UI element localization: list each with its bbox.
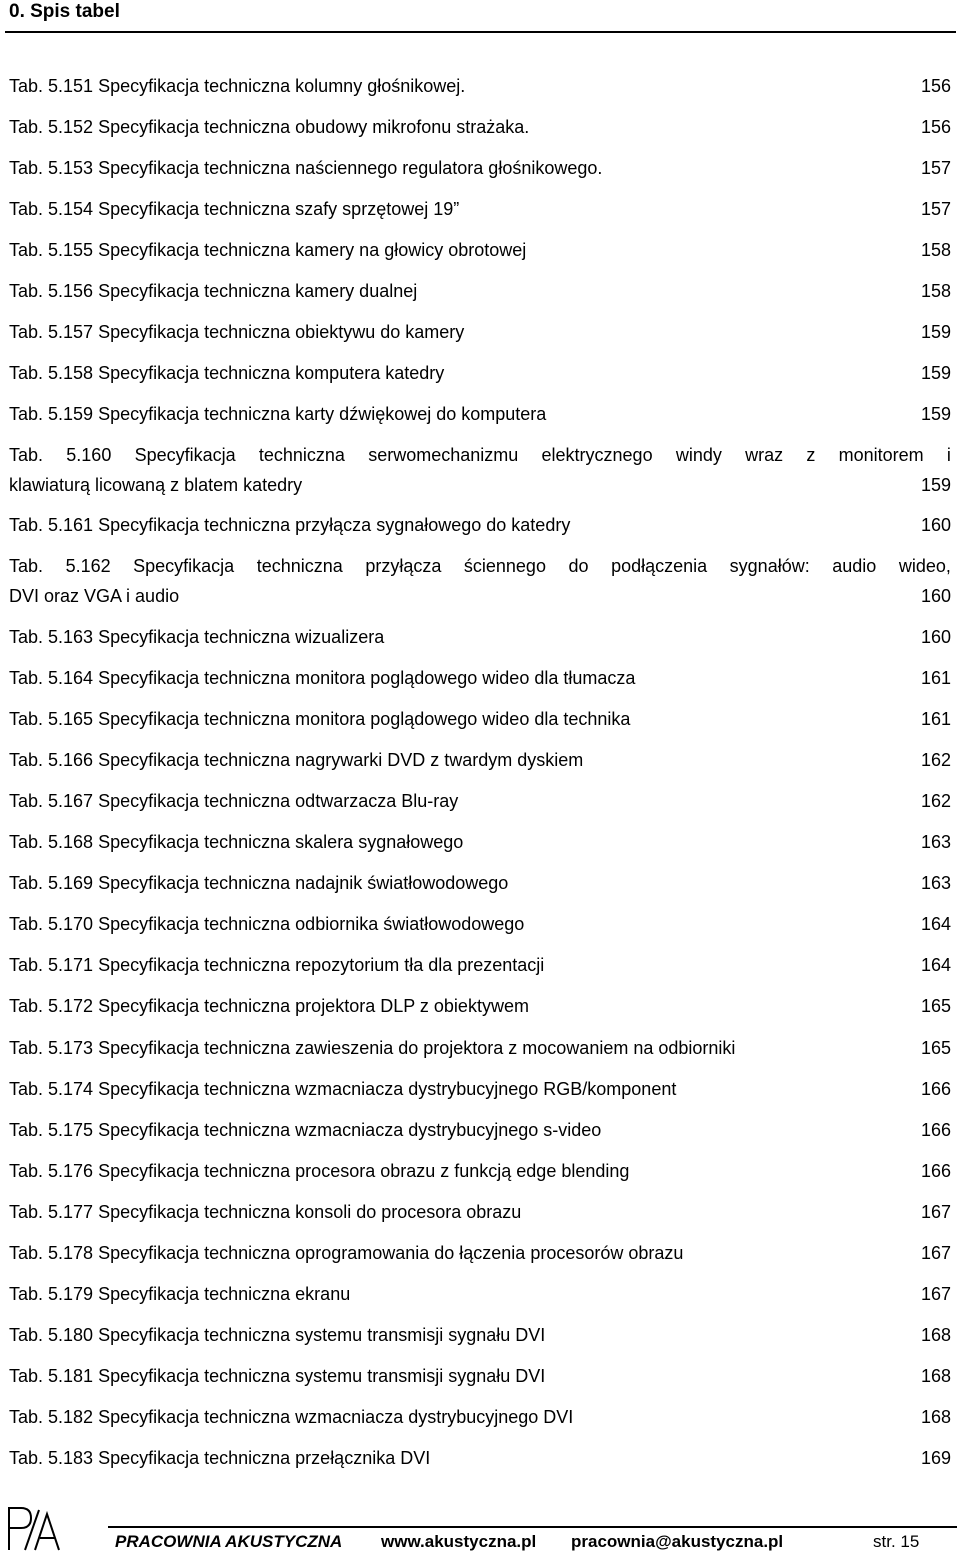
toc-entry-row: [9, 1115, 951, 1145]
toc-entry-title: Tab. 5.164 Specyfikacja techniczna monitora poglądowego wideo dla tłumacza: [9, 668, 636, 688]
toc-entry-title: Tab. 5.154 Specyfikacja techniczna szafy sprzętowej 19”: [9, 199, 465, 219]
toc-entry-title: Tab. 5.165 Specyfikacja techniczna monitora poglądowego wideo dla technika: [9, 709, 631, 729]
toc-entry-row: [9, 358, 951, 388]
toc-entry-word: i: [946, 445, 951, 465]
toc-entry-row: [9, 317, 951, 347]
toc-entry-title: Tab. 5.177 Specyfikacja techniczna konsoli do procesora obrazu: [9, 1202, 527, 1222]
toc-entry-title: Tab. 5.156 Specyfikacja techniczna kamery dualnej: [9, 281, 423, 301]
toc-page-number: 163: [920, 873, 951, 893]
toc-entry[interactable]: [9, 194, 951, 224]
toc-entry[interactable]: [9, 663, 951, 693]
footer-organization: PRACOWNIA AKUSTYCZNA: [115, 1532, 343, 1551]
toc-entry[interactable]: [9, 358, 951, 388]
toc-page-number: 157: [920, 158, 951, 178]
toc-entry-first-line: [9, 440, 951, 470]
toc-entry[interactable]: [9, 868, 951, 898]
toc-page-number: 160: [920, 586, 951, 606]
toc-entry-word: audio: [832, 556, 877, 576]
toc-entry[interactable]: [9, 786, 951, 816]
toc-entry-row: [9, 704, 951, 734]
toc-page-number: 158: [920, 240, 951, 260]
toc-page-number: 159: [920, 363, 951, 383]
toc-entry-row: [9, 950, 951, 980]
toc-entry[interactable]: [9, 950, 951, 980]
toc-entry-title: Tab. 5.151 Specyfikacja techniczna kolumny głośnikowej.: [9, 76, 471, 96]
toc-entry-title: Tab. 5.163 Specyfikacja techniczna wizualizera: [9, 627, 385, 647]
logo-icon: [5, 1500, 65, 1552]
toc-page-number: 167: [920, 1243, 951, 1263]
toc-entry-row: [9, 112, 951, 142]
toc-entry-word: Tab.: [9, 556, 44, 576]
toc-page-number: 162: [920, 750, 951, 770]
toc-page-number: 168: [920, 1366, 951, 1386]
toc-entry-word: serwomechanizmu: [368, 445, 519, 465]
toc-page-number: 159: [920, 404, 951, 424]
toc-page-number: 161: [920, 709, 951, 729]
toc-entry[interactable]: [9, 1074, 951, 1104]
toc-entry-title: Tab. 5.155 Specyfikacja techniczna kamery na głowicy obrotowej: [9, 240, 527, 260]
toc-entry-title: Tab. 5.180 Specyfikacja techniczna systemu transmisji sygnału DVI: [9, 1325, 551, 1345]
toc-page-number: 159: [920, 475, 951, 495]
toc-entry-row: [9, 991, 951, 1021]
toc-entry-title: Tab. 5.178 Specyfikacja techniczna oprogramowania do łączenia procesorów obrazu: [9, 1243, 689, 1263]
toc-entry[interactable]: [9, 1443, 951, 1473]
toc-entry-word: wraz: [745, 445, 784, 465]
toc-entry-row: [9, 71, 951, 101]
toc-page-number: 162: [920, 791, 951, 811]
toc-entry[interactable]: [9, 1033, 951, 1063]
toc-entry-title: Tab. 5.176 Specyfikacja techniczna procesora obrazu z funkcją edge blending: [9, 1161, 630, 1181]
toc-entry-title: Tab. 5.153 Specyfikacja techniczna naściennego regulatora głośnikowego.: [9, 158, 608, 178]
toc-entry-title: Tab. 5.183 Specyfikacja techniczna przełącznika DVI: [9, 1448, 431, 1468]
toc-entry[interactable]: [9, 1115, 951, 1145]
toc-entry[interactable]: [9, 276, 951, 306]
toc-entry-row: [9, 153, 951, 183]
footer-page-number: str. 15: [873, 1532, 920, 1551]
toc-entry-title: klawiaturą licowaną z blatem katedry: [9, 475, 308, 495]
toc-entry[interactable]: [9, 1361, 951, 1391]
toc-entry-title: Tab. 5.171 Specyfikacja techniczna repozytorium tła dla prezentacji: [9, 955, 545, 975]
toc-page-number: 168: [920, 1325, 951, 1345]
toc-entry-row: [9, 194, 951, 224]
footer-divider: [108, 1526, 957, 1528]
toc-entry-word: podłączenia: [611, 556, 708, 576]
toc-entry-row: [9, 1279, 951, 1309]
toc-entry-title: Tab. 5.167 Specyfikacja techniczna odtwarzacza Blu-ray: [9, 791, 464, 811]
toc-entry-word: ściennego: [463, 556, 546, 576]
toc-entry[interactable]: [9, 909, 951, 939]
toc-page-number: 160: [920, 627, 951, 647]
toc-entry-row: [9, 1402, 951, 1432]
toc-entry[interactable]: [9, 317, 951, 347]
toc-entry[interactable]: [9, 399, 951, 429]
toc-page-number: 166: [920, 1161, 951, 1181]
toc-page-number: 163: [920, 832, 951, 852]
toc-entry-row: [9, 1361, 951, 1391]
toc-page-number: 164: [920, 914, 951, 934]
toc-entry-word: monitorem: [838, 445, 924, 465]
toc-entry-word: techniczna: [258, 445, 345, 465]
toc-entry-title: Tab. 5.152 Specyfikacja techniczna obudowy mikrofonu strażaka.: [9, 117, 535, 137]
toc-entry-word: techniczna: [256, 556, 343, 576]
toc-entry-title: Tab. 5.161 Specyfikacja techniczna przyłącza sygnałowego do katedry: [9, 515, 571, 535]
toc-entry-row: [9, 1320, 951, 1350]
toc-entry[interactable]: [9, 1156, 951, 1186]
toc-page-number: 159: [920, 322, 951, 342]
toc-entry-row: [9, 581, 951, 611]
toc-page-number: 157: [920, 199, 951, 219]
toc-page-number: 164: [920, 955, 951, 975]
toc-entry[interactable]: [9, 622, 951, 652]
toc-entry-first-line: [9, 551, 951, 581]
toc-entry[interactable]: [9, 440, 951, 500]
toc-entry-title: Tab. 5.170 Specyfikacja techniczna odbiornika światłowodowego: [9, 914, 530, 934]
toc-page-number: 166: [920, 1079, 951, 1099]
toc-entry-row: [9, 827, 951, 857]
toc-page-number: 158: [920, 281, 951, 301]
footer-website-link[interactable]: www.akustyczna.pl: [381, 1532, 537, 1551]
toc-entry-row: [9, 510, 951, 540]
toc-entry[interactable]: [9, 704, 951, 734]
toc-entry-title: Tab. 5.181 Specyfikacja techniczna systemu transmisji sygnału DVI: [9, 1366, 551, 1386]
toc-page-number: 166: [920, 1120, 951, 1140]
toc-entry-title: Tab. 5.172 Specyfikacja techniczna projektora DLP z obiektywem: [9, 996, 534, 1016]
toc-entry-word: windy: [675, 445, 722, 465]
toc-entry-row: [9, 1238, 951, 1268]
toc-page-number: 167: [920, 1202, 951, 1222]
toc-page-number: 167: [920, 1284, 951, 1304]
toc-entry-title: Tab. 5.175 Specyfikacja techniczna wzmacniacza dystrybucyjnego s-video: [9, 1120, 607, 1140]
toc-entry-row: [9, 1033, 951, 1063]
toc-entry-word: 5.162: [65, 556, 111, 576]
toc-entry[interactable]: [9, 1238, 951, 1268]
toc-entry-row: [9, 663, 951, 693]
toc-entry[interactable]: [9, 510, 951, 540]
toc-entry-row: [9, 1197, 951, 1227]
toc-entry-row: [9, 786, 951, 816]
toc-page-number: 169: [920, 1448, 951, 1468]
toc-entry-title: Tab. 5.168 Specyfikacja techniczna skalera sygnałowego: [9, 832, 469, 852]
toc-entry-word: wideo,: [898, 556, 951, 576]
toc-entry-word: Specyfikacja: [133, 556, 235, 576]
toc-entry-word: elektrycznego: [541, 445, 653, 465]
toc-page-number: 165: [920, 996, 951, 1016]
toc-entry-title: DVI oraz VGA i audio: [9, 586, 180, 606]
toc-entry-title: Tab. 5.159 Specyfikacja techniczna karty dźwiękowej do komputera: [9, 404, 547, 424]
toc-entry-row: [9, 868, 951, 898]
toc-page-number: 168: [920, 1407, 951, 1427]
toc-entry-word: przyłącza: [365, 556, 442, 576]
toc-entry[interactable]: [9, 1279, 951, 1309]
toc-entry-row: [9, 909, 951, 939]
toc-entry[interactable]: [9, 1320, 951, 1350]
toc-entry-title: Tab. 5.157 Specyfikacja techniczna obiektywu do kamery: [9, 322, 465, 342]
toc-page-number: 165: [920, 1038, 951, 1058]
toc-entry-word: do: [568, 556, 589, 576]
toc-entry-row: [9, 1074, 951, 1104]
toc-entry-row: [9, 622, 951, 652]
toc-entry-row: [9, 235, 951, 265]
toc-entry-title: Tab. 5.169 Specyfikacja techniczna nadajnik światłowodowego: [9, 873, 509, 893]
toc-entry-word: Tab.: [9, 445, 44, 465]
toc-entry-row: [9, 276, 951, 306]
toc-entry-row: [9, 1443, 951, 1473]
toc-page-number: 156: [920, 76, 951, 96]
toc-entry[interactable]: [9, 991, 951, 1021]
toc-entry[interactable]: [9, 71, 951, 101]
toc-entry-title: Tab. 5.166 Specyfikacja techniczna nagrywarki DVD z twardym dyskiem: [9, 750, 584, 770]
toc-page-number: 160: [920, 515, 951, 535]
toc-entry-title: Tab. 5.179 Specyfikacja techniczna ekranu: [9, 1284, 351, 1304]
toc-entry[interactable]: [9, 745, 951, 775]
toc-entry-title: Tab. 5.158 Specyfikacja techniczna komputera katedry: [9, 363, 445, 383]
toc-entry-row: [9, 1156, 951, 1186]
toc-entry[interactable]: [9, 1197, 951, 1227]
toc-entry-row: [9, 399, 951, 429]
toc-entry-word: Specyfikacja: [134, 445, 236, 465]
toc-entry-title: Tab. 5.182 Specyfikacja techniczna wzmacniacza dystrybucyjnego DVI: [9, 1407, 574, 1427]
footer-email-link[interactable]: pracownia@akustyczna.pl: [571, 1532, 784, 1551]
toc-entry-row: [9, 745, 951, 775]
toc-entry[interactable]: [9, 112, 951, 142]
toc-entry-title: Tab. 5.174 Specyfikacja techniczna wzmacniacza dystrybucyjnego RGB/komponent: [9, 1079, 677, 1099]
toc-entry[interactable]: [9, 827, 951, 857]
toc-entry[interactable]: [9, 1402, 951, 1432]
toc-entry-word: sygnałów:: [729, 556, 810, 576]
toc-entry-row: [9, 470, 951, 500]
page-header-title: 0. Spis tabel: [9, 1, 120, 22]
toc-entry-word: 5.160: [66, 445, 112, 465]
toc-entry[interactable]: [9, 551, 951, 611]
toc-entry[interactable]: [9, 235, 951, 265]
toc-entry-title: Tab. 5.173 Specyfikacja techniczna zawieszenia do projektora z mocowaniem na odbiorniki: [9, 1038, 741, 1058]
toc-page-number: 161: [920, 668, 951, 688]
toc-entry-word: z: [806, 445, 816, 465]
toc-page-number: 156: [920, 117, 951, 137]
toc-entry[interactable]: [9, 153, 951, 183]
